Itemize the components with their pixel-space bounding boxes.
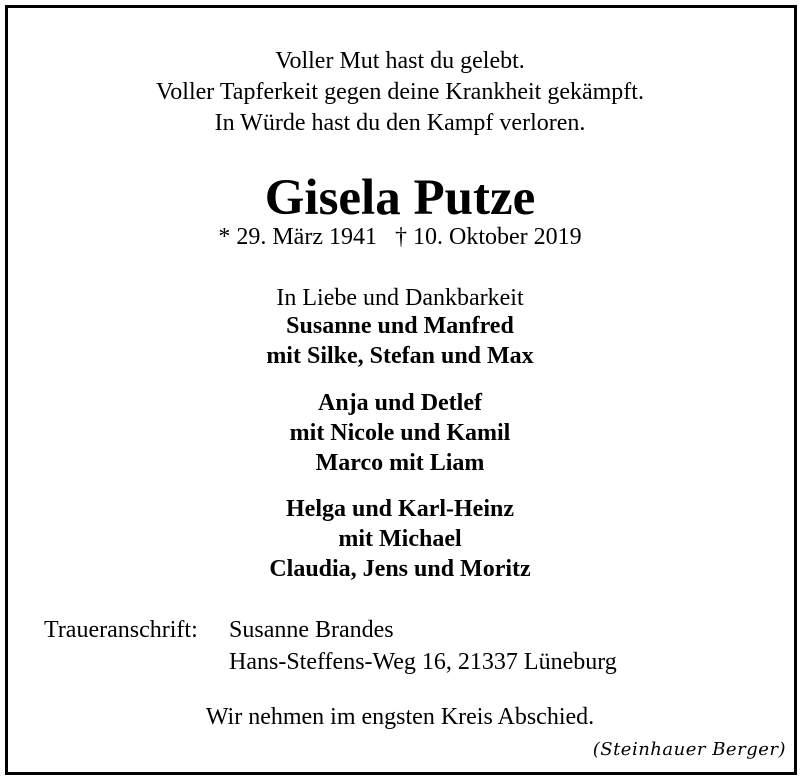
address-name: Susanne Brandes [229, 617, 394, 643]
verse-line-2: Voller Tapferkeit gegen deine Krankheit gekämpft. [156, 79, 644, 105]
mourner-line: mit Michael [338, 526, 462, 552]
address-street-city: Hans-Steffens-Weg 16, 21337 Lüneburg [229, 649, 617, 675]
mourner-line: Susanne und Manfred [286, 313, 514, 339]
deceased-name: Gisela Putze [264, 170, 536, 226]
birth-date: * 29. März 1941 [218, 224, 377, 250]
memorial-verse [0, 46, 800, 139]
mourner-group-3 [0, 494, 800, 584]
life-dates [0, 222, 800, 252]
death-date: † 10. Oktober 2019 [394, 224, 582, 250]
verse-line-3: In Würde hast du den Kampf verloren. [214, 110, 586, 136]
address-label: Traueranschrift: [44, 617, 198, 643]
closing-line: Wir nehmen im engsten Kreis Abschied. [205, 704, 595, 730]
mourner-group-2 [0, 388, 800, 478]
mourner-line: mit Nicole und Kamil [289, 420, 511, 446]
mourner-line: Anja und Detlef [317, 390, 482, 416]
mourning-address [44, 614, 617, 678]
mourner-line: Claudia, Jens und Moritz [269, 556, 531, 582]
mourners-intro: In Liebe und Dankbarkeit [276, 285, 524, 311]
designer-signature: (Steinhauer Berger) [592, 739, 786, 760]
mourner-line: Helga und Karl-Heinz [286, 496, 514, 522]
verse-line-1: Voller Mut hast du gelebt. [275, 48, 525, 74]
mourner-line: mit Silke, Stefan und Max [266, 343, 534, 369]
mourner-group-1 [0, 311, 800, 371]
mourner-line: Marco mit Liam [315, 450, 485, 476]
